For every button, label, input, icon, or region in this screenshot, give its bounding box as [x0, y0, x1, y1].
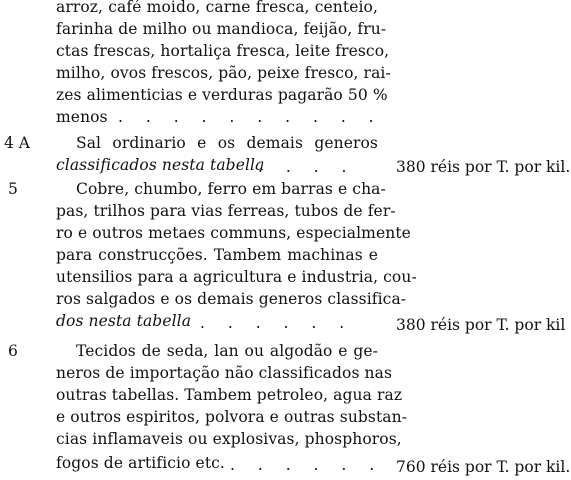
text-line: utensilios para a agricultura e industria, cou-: [56, 268, 417, 286]
text-line: ros salgados e os demais generos classifica-: [56, 290, 407, 308]
rate-value: 380 réis por T. por kil: [396, 316, 566, 334]
item-number: 4 A: [4, 134, 30, 152]
text-line: Tecidos de seda, lan ou algodão e ge-: [76, 342, 378, 360]
text-line: ctas frescas, hortaliça fresca, leite fresco,: [56, 42, 390, 60]
text-line: arroz, café moido, carne fresca, centeio,: [56, 0, 378, 16]
text-line: neros de importação não classificados nas: [56, 364, 393, 382]
leader-dots: . . . . . .: [230, 456, 384, 474]
rate-value: 760 réis por T. por kil.: [396, 458, 571, 476]
text-line: ro e outros metaes communs, especialmente: [56, 224, 411, 242]
leader-dots: . . . . . . . . . .: [118, 108, 383, 126]
item-number: 5: [8, 180, 18, 198]
text-line: milho, ovos frescos, pão, peixe fresco, rai-: [56, 64, 391, 82]
text-line: menos: [56, 108, 108, 126]
text-line: zes alimenticias e verduras pagarão 50 %: [56, 86, 388, 104]
text-line: fogos de artificio etc.: [56, 454, 225, 472]
text-line: e outros espiritos, polvora e outras substan-: [56, 408, 408, 426]
text-line: cias inflamaveis ou explosivas, phosphoros,: [56, 430, 402, 448]
rate-value: 380 réis por T. por kil.: [396, 158, 571, 176]
text-line: Sal ordinario e os demais generos: [76, 134, 378, 152]
text-line: pas, trilhos para vias ferreas, tubos de fer-: [56, 202, 396, 220]
text-line: Cobre, chumbo, ferro em barras e cha-: [76, 180, 386, 198]
text-line-italic: dos nesta tabella: [56, 312, 192, 330]
leader-dots: . . . .: [258, 158, 356, 176]
item-number: 6: [8, 342, 18, 360]
leader-dots: . . . . . .: [200, 314, 354, 332]
text-line-italic: classificados nesta tabella: [56, 156, 265, 174]
text-line: para construcções. Tambem machinas e: [56, 246, 378, 264]
text-line: farinha de milho ou mandioca, feijão, fru-: [56, 20, 387, 38]
text-line: outras tabellas. Tambem petroleo, agua raz: [56, 386, 403, 404]
